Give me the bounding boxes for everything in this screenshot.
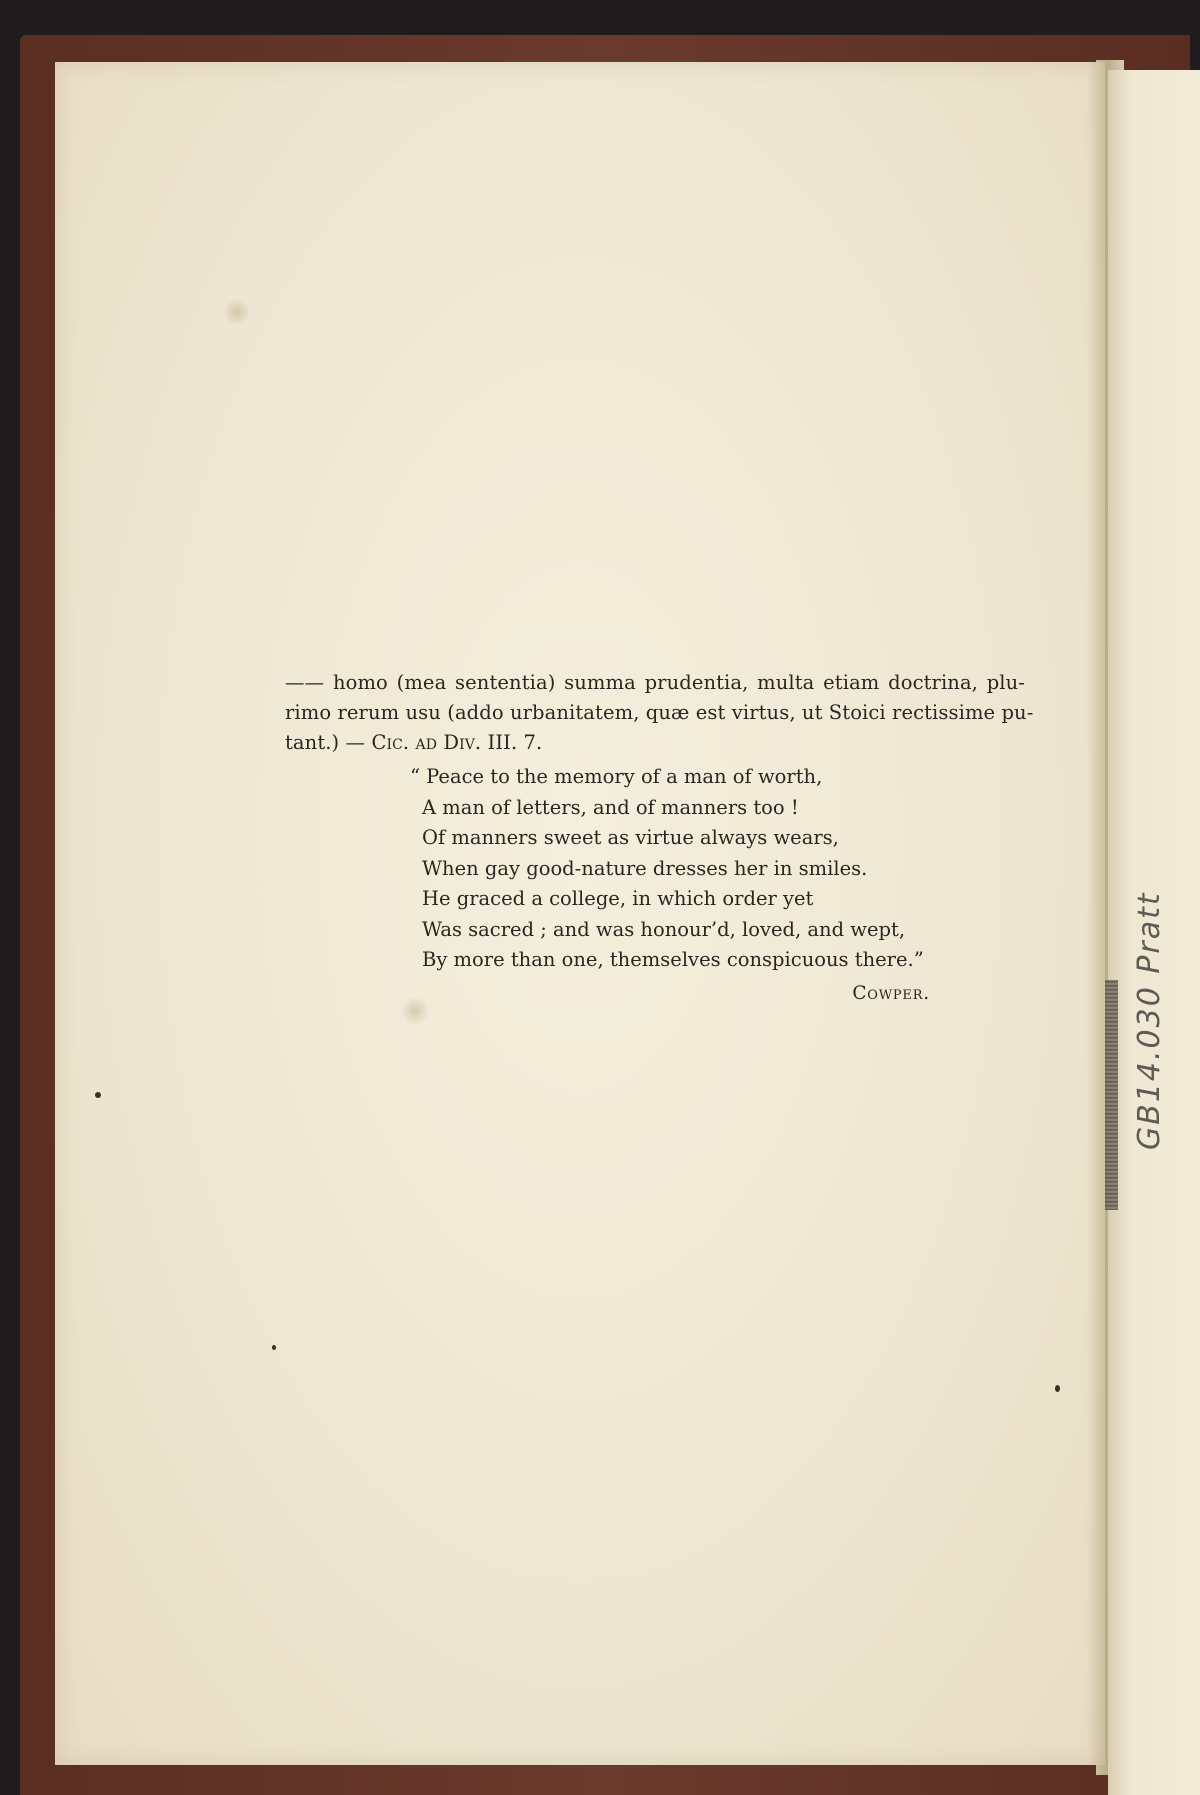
poem-line: He graced a college, in which order yet bbox=[422, 887, 814, 910]
book-page bbox=[55, 62, 1105, 1765]
latin-line-2: rimo rerum usu (addo urbanitatem, quæ est virtus, ut Stoici rectissime pu- bbox=[285, 701, 1034, 724]
poem-line: When gay good-nature dresses her in smiles. bbox=[422, 856, 868, 880]
pencil-shelfmark: GB14.030 Pratt bbox=[1132, 891, 1167, 1150]
page-gutter bbox=[1087, 62, 1105, 1765]
poem-attribution: Cowper. bbox=[852, 983, 930, 1004]
latin-line-3-text: tant.) — bbox=[285, 731, 372, 754]
poem-line: A man of letters, and of manners too ! bbox=[422, 795, 799, 819]
poem-line: By more than one, themselves conspicuous there.” bbox=[422, 948, 924, 971]
ink-speck bbox=[95, 1092, 101, 1098]
latin-line-1: —— homo (mea sententia) summa prudentia, multa etiam doctrina, plu- bbox=[285, 671, 1025, 694]
epigraph bbox=[285, 668, 1034, 1004]
latin-quote bbox=[285, 668, 1034, 758]
page-stain bbox=[400, 997, 430, 1025]
poem-line: Was sacred ; and was honour’d, loved, and wept, bbox=[422, 917, 906, 941]
ink-speck bbox=[1055, 1385, 1060, 1392]
poem-quote bbox=[410, 762, 930, 1004]
ink-speck bbox=[272, 1345, 276, 1350]
latin-citation: Cic. ad Div. III. 7. bbox=[371, 731, 543, 754]
page-stain bbox=[225, 297, 249, 327]
poem-line: “ Peace to the memory of a man of worth, bbox=[410, 765, 823, 788]
latin-line-3 bbox=[285, 728, 1025, 758]
poem-line: Of manners sweet as virtue always wears, bbox=[422, 826, 839, 849]
